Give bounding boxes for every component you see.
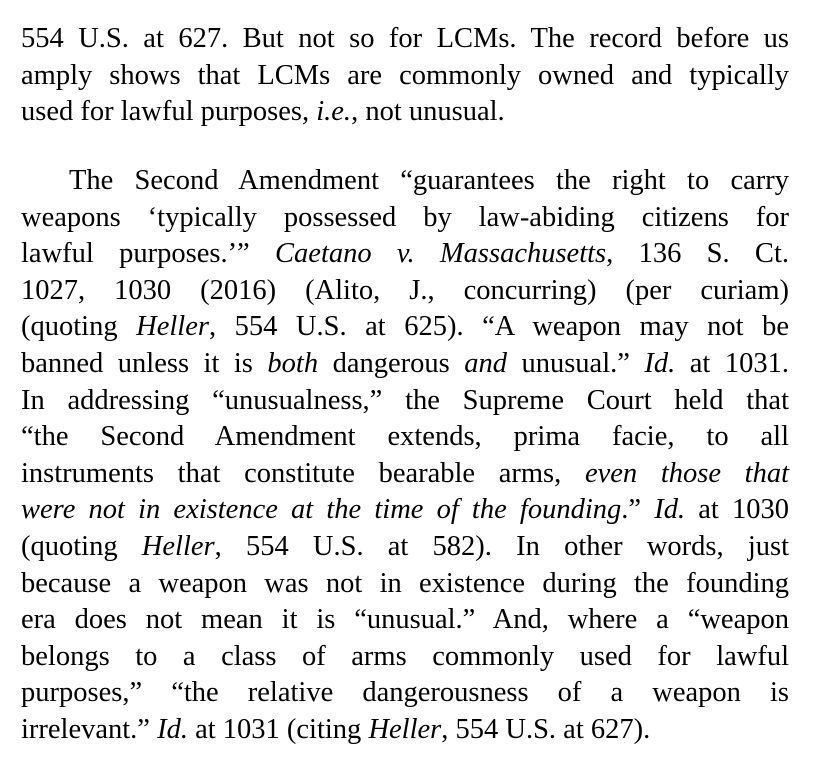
paragraph-2-line-9 [21,456,789,493]
paragraph-2-line-10 [21,492,789,529]
paragraph-2-line-1: The Second Amendment “guarantees the right to carry [69,165,789,196]
case-name: Caetano v. Massachusetts [275,238,607,270]
paragraph-2-line-12: because a weapon was not in existence during the founding [21,567,789,599]
paragraph-2-line-15: purposes,” “the relative dangerousness of a weapon is [21,677,789,709]
text-run: used for lawful purposes, [21,96,317,128]
paragraph-2-line-5 [21,309,789,346]
paragraph-2-line-4: 1027, 1030 (2016) (Alito, J., concurring) (per curiam) [21,274,789,306]
italic-run: both [267,348,319,379]
text-run: (quoting [21,531,142,562]
paragraph-2-line-13: era does not mean it is “unusual.” And, where a “weapon [21,604,789,636]
text-run: irrelevant.” [21,714,158,745]
paragraph-1-line-2: amply shows that LCMs are commonly owned and typically [21,59,789,91]
case-name: Heller [368,714,442,745]
case-name: Heller [136,311,209,343]
paragraph-2-line-3 [21,236,789,273]
citation-id: Id. [654,494,686,526]
text-run: dangerous [318,348,465,379]
text-run: , not unusual. [351,96,505,128]
italic-run: and [464,348,507,379]
paragraph-2-line-16 [21,712,789,749]
paragraph-2-line-6 [21,346,789,383]
citation-id: Id. [644,348,676,379]
text-run: , 136 S. Ct. [606,238,789,270]
text-run: at 1031. [675,348,789,379]
italic-run: were not in existence at the time of the founding [21,494,622,526]
paragraph-2-line-14: belongs to a class of arms commonly used for lawful [21,640,789,672]
paragraph-2-line-2: weapons ‘typically possessed by law-abiding citizens for [21,201,789,233]
paragraph-1-line-1: 554 U.S. at 627. But not so for LCMs. The record before us [21,23,789,54]
text-run: , 554 U.S. at 627). [441,714,651,745]
text-run: at 1031 (citing [187,714,369,745]
italic-run: even those that [584,457,789,489]
citation-id: Id. [157,714,188,745]
text-run: at 1030 [685,494,790,526]
text-run: (quoting [21,311,137,343]
case-name: Heller [141,531,215,562]
text-run: .” [621,494,655,526]
paragraph-2-line-7: In addressing “unusualness,” the Supreme Court held that [21,384,789,416]
text-run: lawful purposes.’” [21,238,276,270]
paragraph-2-line-11 [21,529,789,566]
text-run: , 554 U.S. at 582). In other words, just [214,531,790,562]
text-run: unusual.” [506,348,645,379]
text-run: , 554 U.S. at 625). “A weapon may not be [208,311,789,343]
text-run: banned unless it is [21,348,268,379]
text-run: instruments that constitute bearable arms, [21,457,585,489]
italic-run: i.e. [316,96,352,128]
paragraph-2-line-8: “the Second Amendment extends, prima facie, to all [21,421,789,453]
paragraph-1-line-3 [21,94,789,131]
